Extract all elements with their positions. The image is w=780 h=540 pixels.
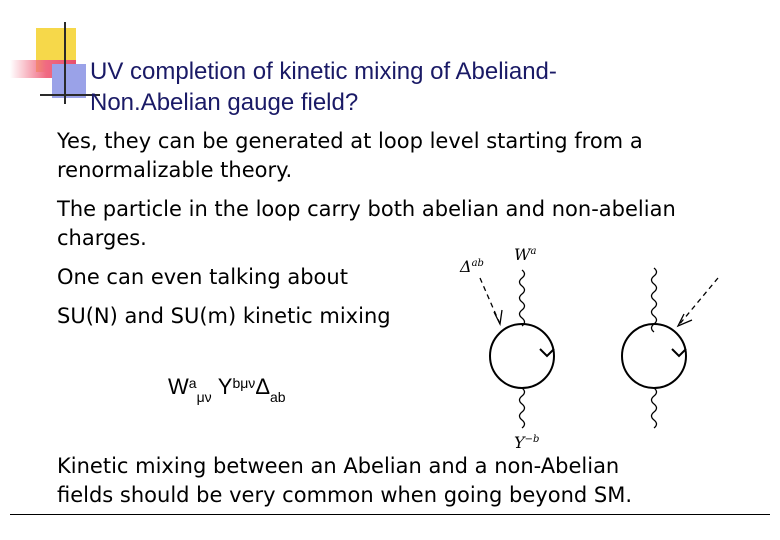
delta-arrow-right — [678, 314, 692, 326]
decor-blue-square — [52, 64, 86, 98]
body-line-6: SU(N) and SU(m) kinetic mixing — [57, 304, 391, 328]
body-line-5: One can even talking about — [57, 265, 348, 289]
y-label: $Y^{-b}$ — [514, 433, 540, 448]
title-line-1: UV completion of kinetic mixing of Abeliand- — [90, 58, 557, 85]
delta-label: $\Delta^{ab}$ — [460, 257, 484, 276]
kinetic-mixing-formula — [168, 374, 286, 405]
w-label: $W^a$ — [514, 245, 537, 264]
formula-y-sup: bμν — [232, 375, 256, 391]
formula-delta: Δ — [255, 374, 271, 399]
feynman-diagram — [450, 238, 730, 448]
left-loop-arrow — [540, 349, 554, 356]
w-boson-line-right — [652, 268, 657, 332]
right-loop-arrow — [672, 349, 686, 356]
bottom-divider — [10, 514, 770, 515]
body-line-1: Yes, they can be generated at loop level starting from a — [57, 129, 643, 153]
w-boson-line-left — [520, 270, 525, 326]
delta-scalar-line-right — [678, 278, 718, 326]
formula-y: Y — [217, 374, 233, 399]
body-line-4: charges. — [57, 226, 147, 250]
slide-title — [90, 56, 730, 118]
body-line-2: renormalizable theory. — [57, 158, 293, 182]
conclusion-line-2: fields should be very common when going beyond SM. — [57, 483, 633, 507]
left-loop-circle — [490, 324, 554, 388]
right-loop-circle — [622, 324, 686, 388]
title-line-2: Non.Abelian gauge field? — [90, 89, 359, 116]
conclusion-line-1: Kinetic mixing between an Abelian and a non-Abelian — [57, 454, 620, 478]
y-boson-line-right — [652, 388, 657, 428]
formula-w: W — [168, 374, 189, 399]
formula-w-sub: μν — [196, 389, 212, 405]
y-boson-line-left — [520, 388, 525, 428]
decor-vertical-line — [64, 22, 66, 104]
formula-delta-sub: ab — [270, 389, 286, 405]
formula-w-sup: a — [188, 375, 197, 391]
body-line-3: The particle in the loop carry both abelian and non-abelian — [57, 197, 676, 221]
